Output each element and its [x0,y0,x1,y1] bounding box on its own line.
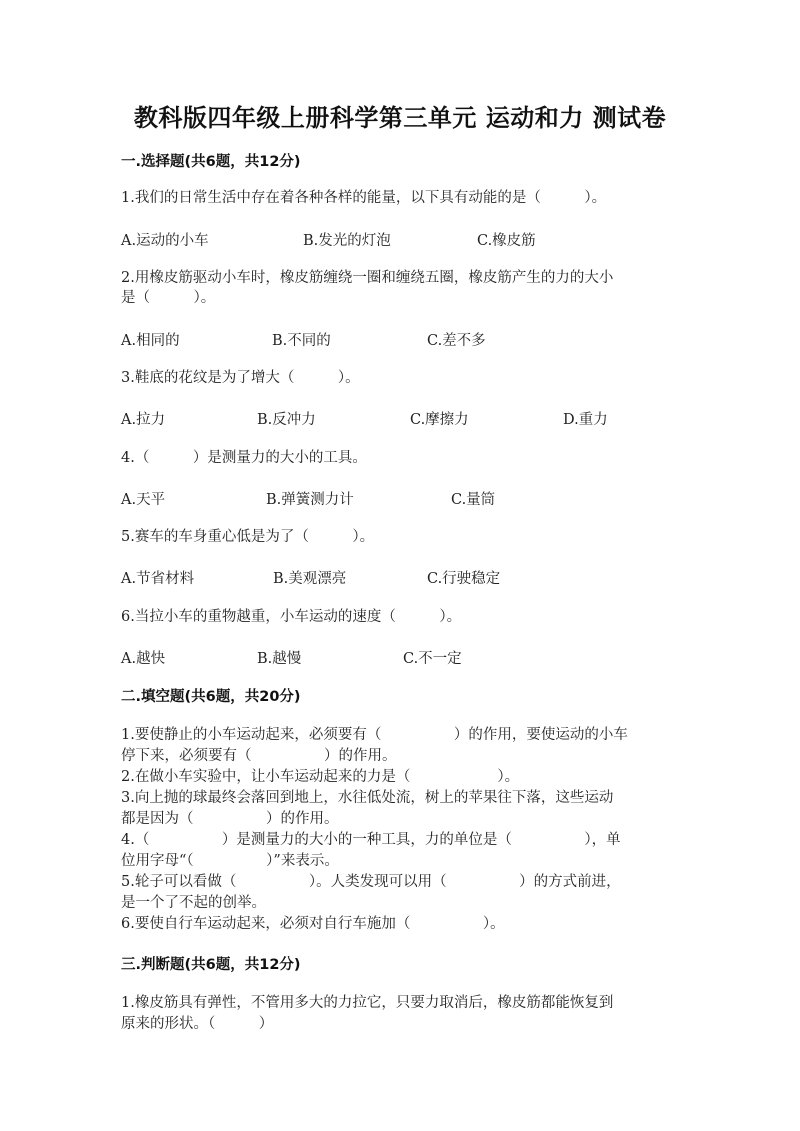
option-2c: C.差不多 [427,333,486,349]
option-3d: D.重力 [563,412,608,428]
option-4c: C.量筒 [451,492,496,508]
fill-line: 2.在做小车实验中，让小车运动起来的力是（ ）。 [121,769,520,785]
question-3: 3.鞋底的花纹是为了增大（ ）。 [121,370,360,386]
option-6b: B.越慢 [257,651,302,667]
option-5c: C.行驶稳定 [427,571,501,587]
question-2-line-1: 2.用橡皮筋驱动小车时，橡皮筋缠绕一圈和缠绕五圈，橡皮筋产生的力的大小 [121,270,614,286]
fill-line: 6.要使自行车运动起来，必须对自行车施加（ ）。 [121,916,505,932]
option-4b: B.弹簧测力计 [266,492,354,508]
fill-line: 停下来，必须要有（ ）的作用。 [121,748,397,764]
fill-line: 是一个了不起的创举。 [121,895,266,911]
option-6a: A.越快 [121,651,166,667]
option-5a: A.节省材料 [121,571,195,587]
question-4: 4.（ ）是测量力的大小的工具。 [121,450,367,466]
option-5b: B.美观漂亮 [273,571,347,587]
page-title: 教科版四年级上册科学第三单元 运动和力 测试卷 [133,104,667,132]
option-6c: C.不一定 [403,651,462,667]
option-3c: C.摩擦力 [410,412,469,428]
judge-line: 1.橡皮筋具有弹性，不管用多大的力拉它，只要力取消后，橡皮筋都能恢复到 [121,995,614,1011]
section-heading-judge: 三.判断题(共6题，共12分) [121,957,301,973]
option-2b: B.不同的 [272,333,331,349]
fill-line: 1.要使静止的小车运动起来，必须要有（ ）的作用，要使运动的小车 [121,727,628,743]
option-3b: B.反冲力 [257,412,316,428]
fill-line: 5.轮子可以看做（ ）。人类发现可以用（ ）的方式前进， [121,874,621,890]
question-2-line-2: 是（ ）。 [121,290,216,306]
option-1c: C.橡皮筋 [477,233,536,249]
fill-line: 都是因为（ ）的作用。 [121,811,339,827]
option-1b: B.发光的灯泡 [303,233,391,249]
question-5: 5.赛车的车身重心低是为了（ ）。 [121,529,375,545]
question-6: 6.当拉小车的重物越重，小车运动的速度（ ）。 [121,609,462,625]
section-heading-fill: 二.填空题(共6题，共20分) [121,689,301,705]
judge-line: 原来的形状。（ ） [121,1016,274,1032]
option-4a: A.天平 [121,492,166,508]
fill-line: 位用字母“（ ）”来表示。 [121,853,339,869]
fill-line: 4.（ ）是测量力的大小的一种工具，力的单位是（ ），单 [121,832,621,848]
option-1a: A.运动的小车 [121,233,209,249]
question-1: 1.我们的日常生活中存在着各种各样的能量，以下具有动能的是（ ）。 [121,190,607,206]
option-3a: A.拉力 [121,412,166,428]
option-2a: A.相同的 [121,333,180,349]
section-heading-choice: 一.选择题(共6题，共12分) [121,154,301,170]
fill-line: 3.向上抛的球最终会落回到地上，水往低处流，树上的苹果往下落，这些运动 [121,790,614,806]
